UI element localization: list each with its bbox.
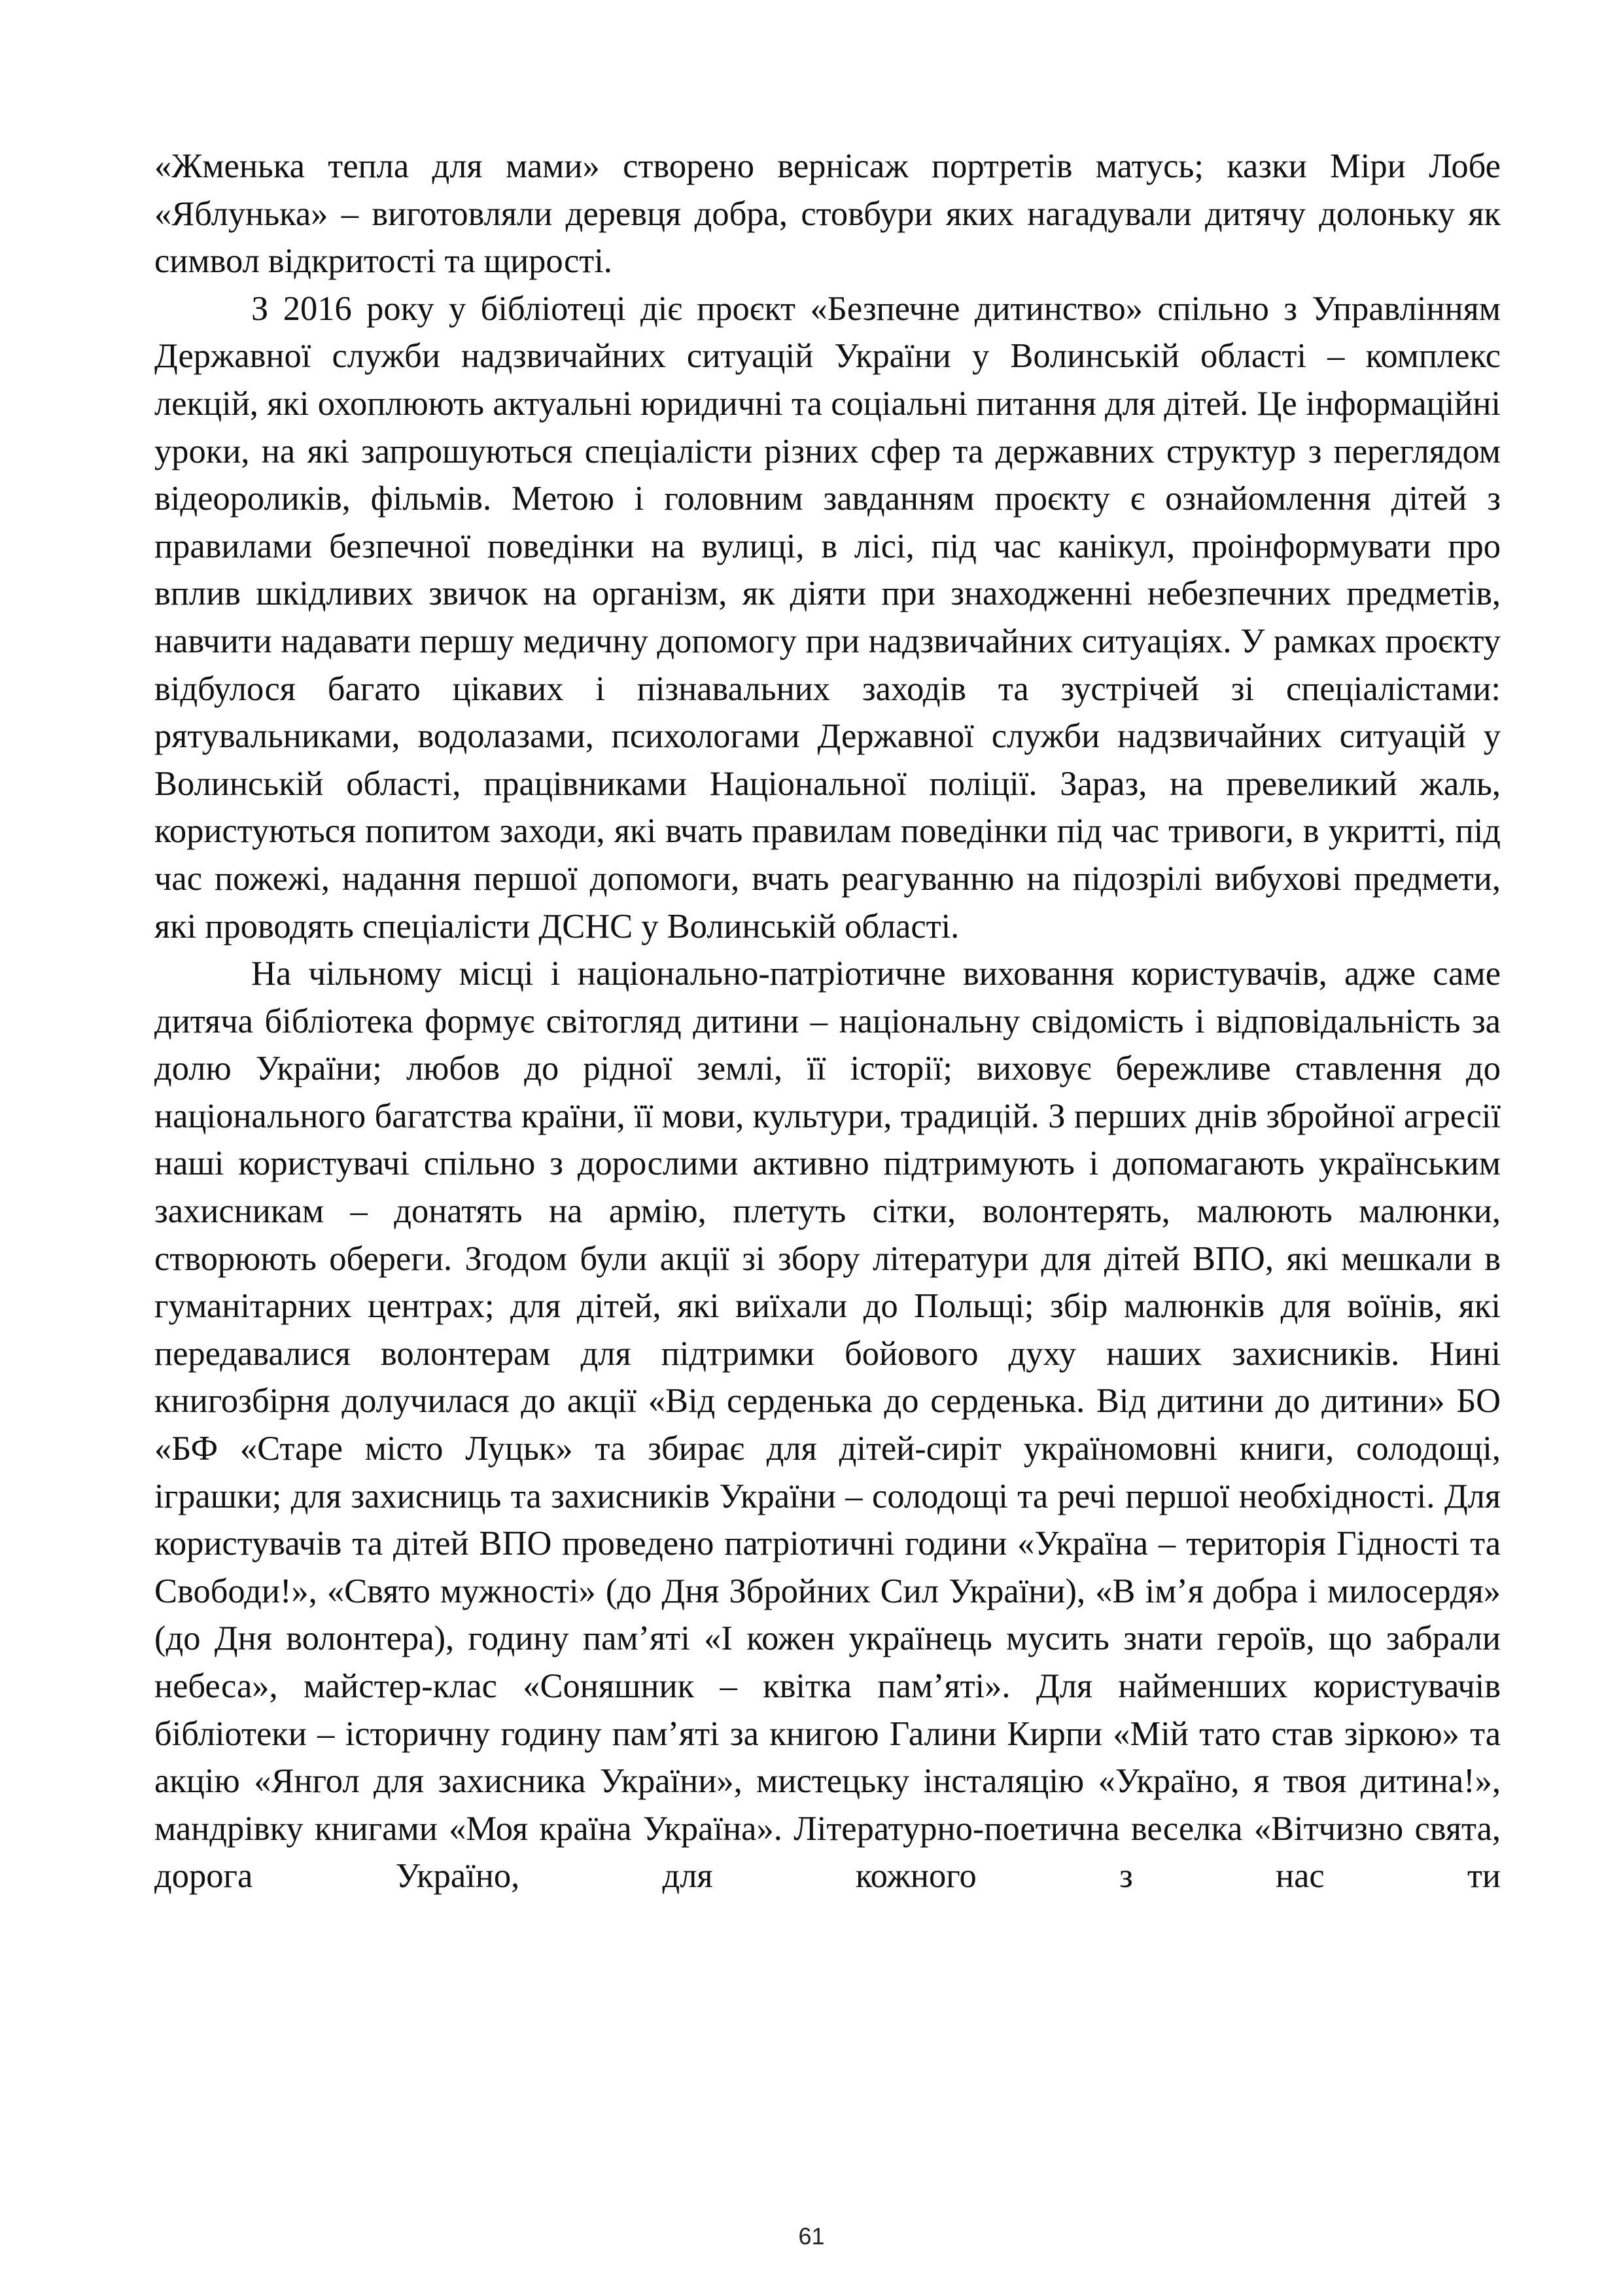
- paragraph-continuation: «Жменька тепла для мами» створено вернісаж портретів матусь; казки Міри Лобе «Яблунька» – виготовляли деревця добра, стовбури яких нагадували дитячу долоньку як символ відкритості та щирості.: [154, 147, 1501, 281]
- paragraph-patriotic-education: На чільному місці і національно-патріотичне виховання користувачів, адже саме дитяча бібліотека формує світогляд дитини – національну свідомість і відповідальність за долю України; любов до рідної землі, її історії; виховує бережливе ставлення до національного багатства країни, її мови, культури, традицій. З перших днів збройної агресії наші користувачі спільно з дорослими активно підтримують і допомагають українським захисникам – донатять на армію, плетуть сітки, волонтерять, малюють малюнки, створюють обереги. Згодом були акції зі збору літератури для дітей ВПО, які мешкали в гуманітарних центрах; для дітей, які виїхали до Польщі; збір малюнків для воїнів, які передавалися волонтерам для підтримки бойового духу наших захисників. Нині книгозбірня долучилася до акції «Від серденька до серденька. Від дитини до дитини» БО «БФ «Старе місто Луцьк» та збирає для дітей-сиріт україномовні книги, солодощі, іграшки; для захисниць та захисників України – солодощі та речі першої необхідності. Для користувачів та дітей ВПО проведено патріотичні години «Україна – територія Гідності та Свободи!», «Свято мужності» (до Дня Збройних Сил України), «В ім’я добра і милосердя» (до Дня волонтера), годину пам’яті «І кожен українець мусить знати героїв, що забрали небеса», майстер-клас «Соняшник – квітка пам’яті». Для найменших користувачів бібліотеки – історичну годину пам’яті за книгою Галини Кирпи «Мій тато став зіркою» та акцію «Янгол для захисника України», мистецьку інсталяцію «Україно, я твоя дитина!», мандрівку книгами «Моя країна Україна». Літературно-поетична веселка «Вітчизно свята, дорога Україно, для кожного з нас ти: [154, 955, 1501, 1896]
- paragraph-safe-childhood-project: З 2016 року у бібліотеці діє проєкт «Безпечне дитинство» спільно з Управлінням Державної служби надзвичайних ситуацій України у Волинській області – комплекс лекцій, які охоплюють актуальні юридичні та соціальні питання для дітей. Це інформаційні уроки, на які запрошуються спеціалісти різних сфер та державних структур з переглядом відеороликів, фільмів. Метою і головним завданням проєкту є ознайомлення дітей з правилами безпечної поведінки на вулиці, в лісі, під час канікул, проінформувати про вплив шкідливих звичок на організм, як діяти при знаходженні небезпечних предметів, навчити надавати першу медичну допомогу при надзвичайних ситуаціях. У рамках проєкту відбулося багато цікавих і пізнавальних заходів та зустрічей зі спеціалістами: рятувальниками, водолазами, психологами Державної служби надзвичайних ситуацій у Волинській області, працівниками Національної поліції. Зараз, на превеликий жаль, користуються попитом заходи, які вчать правилам поведінки під час тривоги, в укритті, під час пожежі, надання першої допомоги, вчать реагуванню на підозрілі вибухові предмети, які проводять спеціалісти ДСНС у Волинській області.: [154, 289, 1501, 945]
- page-number: 61: [798, 2223, 825, 2250]
- body-text: [154, 143, 1501, 1900]
